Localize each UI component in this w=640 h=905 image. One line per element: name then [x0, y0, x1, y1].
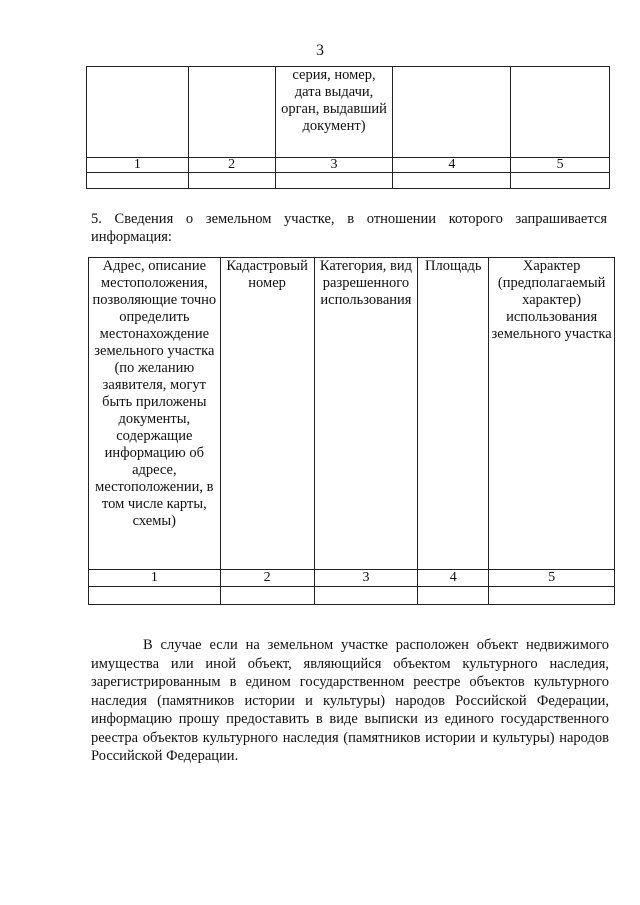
- header-usage-character: Характер (предполагаемый характер) использования земельного участка: [489, 258, 615, 570]
- table-cell: серия, номер, дата выдачи, орган, выдавший документ): [275, 67, 393, 158]
- column-number: 5: [511, 158, 610, 173]
- empty-cell: [418, 587, 489, 605]
- empty-cell: [511, 173, 610, 189]
- table-cell: [511, 67, 610, 158]
- column-number: 1: [87, 158, 189, 173]
- empty-cell: [87, 173, 189, 189]
- header-area: Площадь: [418, 258, 489, 570]
- column-number: 2: [220, 570, 314, 587]
- table-row-empty: [87, 173, 610, 189]
- page-number: 3: [316, 42, 324, 59]
- column-number: 3: [314, 570, 418, 587]
- empty-cell: [275, 173, 393, 189]
- empty-cell: [393, 173, 511, 189]
- table-row-numbers: [89, 570, 615, 587]
- body-paragraph: В случае если на земельном участке расположен объект недвижимого имущества или иной объект, являющийся объектом культурного наследия, зарегистрированным в едином государственном реестре объектов культурного наследия (памятников истории и культуры) народов Российской Федерации, информацию прошу предоставить в виде выписки из единого государственного реестра объектов культурного наследия (памятников истории и культуры) народов Российской Федерации.: [91, 637, 609, 764]
- table-row: [87, 67, 610, 158]
- empty-cell: [89, 587, 221, 605]
- table-cell: [188, 67, 275, 158]
- column-number: 1: [89, 570, 221, 587]
- land-plot-table: [88, 257, 615, 605]
- empty-cell: [489, 587, 615, 605]
- table-cell: [87, 67, 189, 158]
- table-cell: [393, 67, 511, 158]
- column-number: 3: [275, 158, 393, 173]
- column-number: 5: [489, 570, 615, 587]
- table-row-numbers: [87, 158, 610, 173]
- table-header-row: [89, 258, 615, 570]
- header-cadastral-number: Кадастровый номер: [220, 258, 314, 570]
- column-number: 2: [188, 158, 275, 173]
- table-row-empty: [89, 587, 615, 605]
- column-number: 4: [393, 158, 511, 173]
- document-table: [86, 66, 610, 189]
- header-category: Категория, вид разрешенного использования: [314, 258, 418, 570]
- section-title: 5. Сведения о земельном участке, в отношении которого запрашивается информация:: [91, 211, 607, 245]
- header-address: Адрес, описание местоположения, позволяющие точно определить местонахождение земельного участка (по желанию заявителя, могут быть приложены документы, содержащие информацию об адресе, местоположении, в том числе карты, схемы): [89, 258, 221, 570]
- empty-cell: [188, 173, 275, 189]
- empty-cell: [314, 587, 418, 605]
- column-number: 4: [418, 570, 489, 587]
- empty-cell: [220, 587, 314, 605]
